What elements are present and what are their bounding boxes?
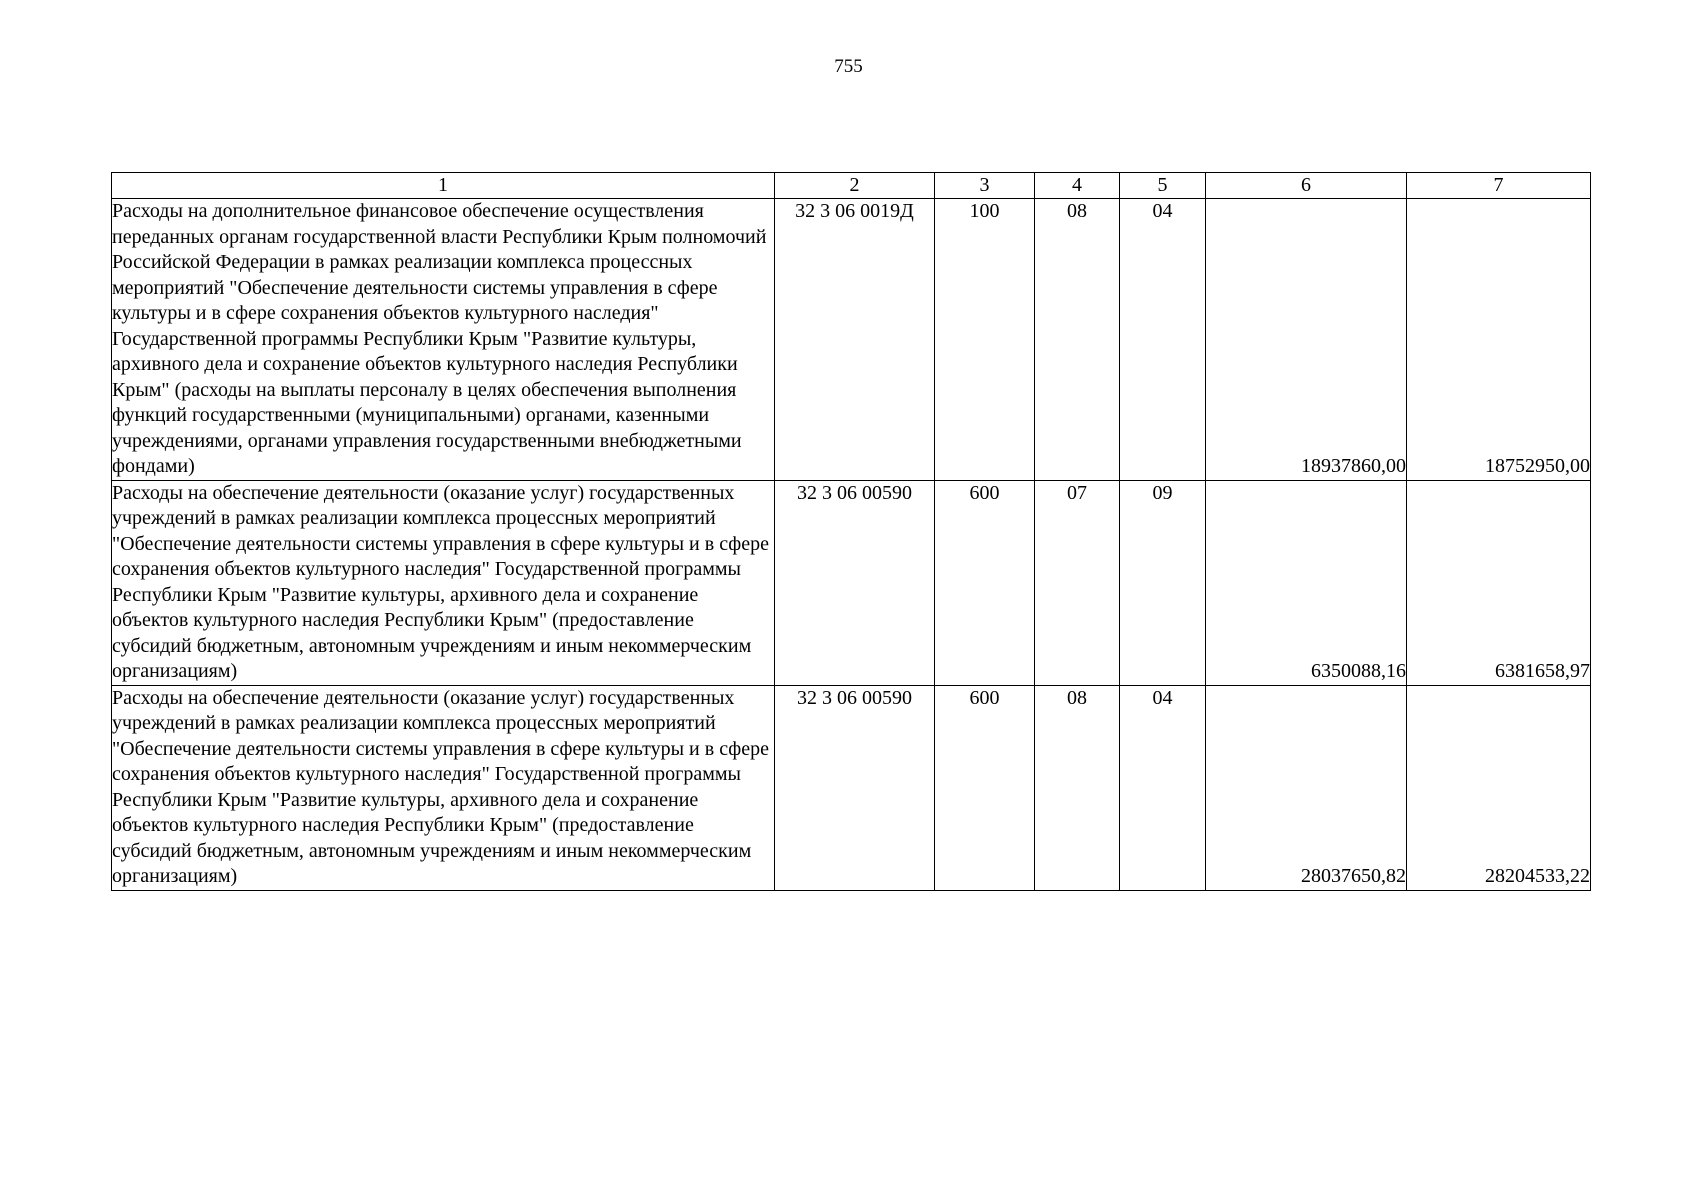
section-code: 08 bbox=[1035, 199, 1120, 481]
page-number: 755 bbox=[834, 56, 863, 77]
expense-description: Расходы на дополнительное финансовое обеспечение осуществления переданных органам государственной власти Республики Крым полномочий Российской Федерации в рамках реализации комплекса процессных мероприятий "Обеспечение деятельности системы управления в сфере культуры и в сфере сохранения объектов культурного наследия" Государственной программы Республики Крым "Развитие культуры, архивного дела и сохранение объектов культурного наследия Республики Крым" (расходы на выплаты персоналу в целях обеспечения выполнения функций государственными (муниципальными) органами, казенными учреждениями, органами управления государственными внебюджетными фондами) bbox=[112, 199, 775, 481]
amount-column-7: 18752950,00 bbox=[1407, 199, 1591, 481]
amount-column-6: 28037650,82 bbox=[1206, 685, 1407, 890]
column-header-3: 3 bbox=[935, 173, 1035, 199]
header-row bbox=[112, 173, 1591, 199]
expense-type-code: 600 bbox=[935, 480, 1035, 685]
budget-table bbox=[111, 172, 1591, 891]
subsection-code: 04 bbox=[1120, 685, 1206, 890]
column-header-7: 7 bbox=[1407, 173, 1591, 199]
subsection-code: 04 bbox=[1120, 199, 1206, 481]
target-article-code: 32 3 06 00590 bbox=[775, 685, 935, 890]
amount-column-7: 28204533,22 bbox=[1407, 685, 1591, 890]
column-header-6: 6 bbox=[1206, 173, 1407, 199]
subsection-code: 09 bbox=[1120, 480, 1206, 685]
column-header-5: 5 bbox=[1120, 173, 1206, 199]
expense-description: Расходы на обеспечение деятельности (оказание услуг) государственных учреждений в рамках реализации комплекса процессных мероприятий "Обеспечение деятельности системы управления в сфере культуры и в сфере сохранения объектов культурного наследия" Государственной программы Республики Крым "Развитие культуры, архивного дела и сохранение объектов культурного наследия Республики Крым" (предоставление субсидий бюджетным, автономным учреждениям и иным некоммерческим организациям) bbox=[112, 685, 775, 890]
section-code: 08 bbox=[1035, 685, 1120, 890]
amount-column-6: 18937860,00 bbox=[1206, 199, 1407, 481]
table-row bbox=[112, 685, 1591, 890]
amount-column-7: 6381658,97 bbox=[1407, 480, 1591, 685]
table-row bbox=[112, 480, 1591, 685]
target-article-code: 32 3 06 0019Д bbox=[775, 199, 935, 481]
column-header-1: 1 bbox=[112, 173, 775, 199]
target-article-code: 32 3 06 00590 bbox=[775, 480, 935, 685]
expense-type-code: 100 bbox=[935, 199, 1035, 481]
table-row bbox=[112, 199, 1591, 481]
section-code: 07 bbox=[1035, 480, 1120, 685]
column-header-2: 2 bbox=[775, 173, 935, 199]
column-header-4: 4 bbox=[1035, 173, 1120, 199]
expense-description: Расходы на обеспечение деятельности (оказание услуг) государственных учреждений в рамках реализации комплекса процессных мероприятий "Обеспечение деятельности системы управления в сфере культуры и в сфере сохранения объектов культурного наследия" Государственной программы Республики Крым "Развитие культуры, архивного дела и сохранение объектов культурного наследия Республики Крым" (предоставление субсидий бюджетным, автономным учреждениям и иным некоммерческим организациям) bbox=[112, 480, 775, 685]
amount-column-6: 6350088,16 bbox=[1206, 480, 1407, 685]
expense-type-code: 600 bbox=[935, 685, 1035, 890]
